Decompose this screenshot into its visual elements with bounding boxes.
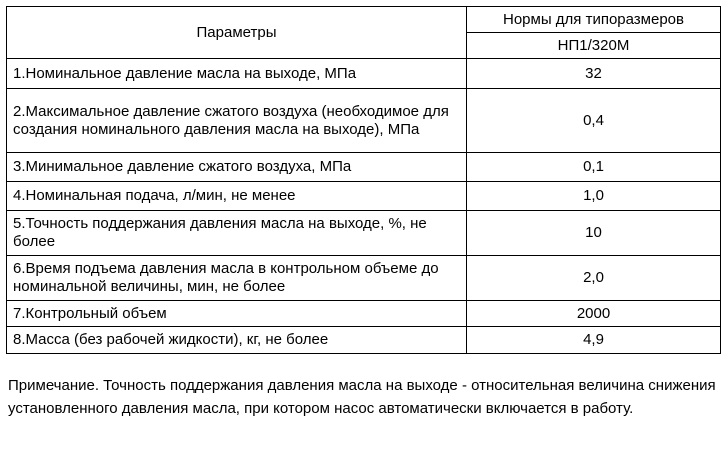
value-cell: 0,4 [467, 89, 721, 153]
table-row [7, 182, 721, 211]
note-paragraph: Примечание. Точность поддержания давления масла на выходе - относительная величина снижения установленного давления масла, при котором насос автоматически включается в работу. [8, 377, 716, 417]
specifications-table [6, 6, 721, 354]
header-parameters: Параметры [7, 7, 467, 59]
value-cell: 10 [467, 211, 721, 256]
table-row [7, 327, 721, 354]
param-cell: 8.Масса (без рабочей жидкости), кг, не более [7, 327, 467, 354]
value-cell: 0,1 [467, 153, 721, 182]
table-row [7, 153, 721, 182]
table-row [7, 59, 721, 89]
header-model: НП1/320М [467, 33, 721, 59]
param-cell: 5.Точность поддержания давления масла на выходе, %, не более [7, 211, 467, 256]
value-cell: 4,9 [467, 327, 721, 354]
value-cell: 2000 [467, 301, 721, 327]
table-row [7, 301, 721, 327]
param-cell: 3.Минимальное давление сжатого воздуха, МПа [7, 153, 467, 182]
value-cell: 1,0 [467, 182, 721, 211]
param-cell: 7.Контрольный объем [7, 301, 467, 327]
param-cell: 4.Номинальная подача, л/мин, не менее [7, 182, 467, 211]
table-row [7, 211, 721, 256]
value-cell: 2,0 [467, 256, 721, 301]
param-cell: 1.Номинальное давление масла на выходе, МПа [7, 59, 467, 89]
param-cell: 6.Время подъема давления масла в контрольном объеме до номинальной величины, мин, не более [7, 256, 467, 301]
value-cell: 32 [467, 59, 721, 89]
header-norms: Нормы для типоразмеров [467, 7, 721, 33]
table-row [7, 256, 721, 301]
param-cell: 2.Максимальное давление сжатого воздуха (необходимое для создания номинального давления масла на выходе), МПа [7, 89, 467, 153]
table-row [7, 89, 721, 153]
